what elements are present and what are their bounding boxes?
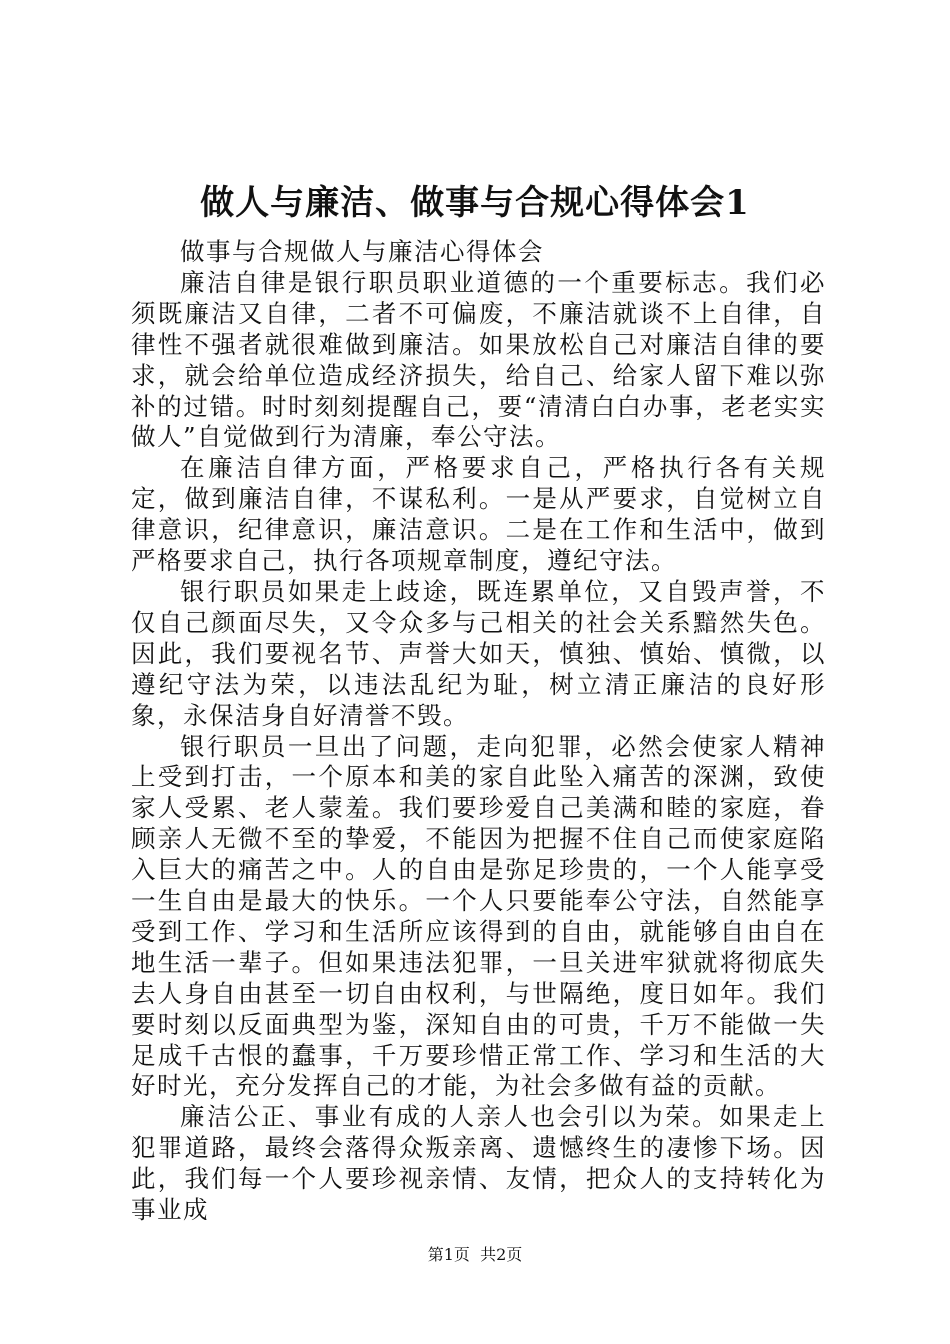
body-paragraph: 廉洁公正、事业有成的人亲人也会引以为荣。如果走上犯罪道路，最终会落得众叛亲离、遗憾终生的凄惨下场。因此，我们每一个人要珍视亲情、友情，把众人的支持转化为事业成 [131, 1102, 826, 1225]
body-paragraph: 廉洁自律是银行职员职业道德的一个重要标志。我们必须既廉洁又自律，二者不可偏废，不廉洁就谈不上自律，自律性不强者就很难做到廉洁。如果放松自己对廉洁自律的要求，就会给单位造成经济损失，给自己、给家人留下难以弥补的过错。时时刻刻提醒自己，要“清清白白办事，老老实实做人”自觉做到行为清廉，奉公守法。 [131, 267, 826, 452]
page-total: 共2页 [480, 1245, 523, 1264]
body-paragraph: 银行职员一旦出了问题，走向犯罪，必然会使家人精神上受到打击，一个原本和美的家自此坠入痛苦的深渊，致使家人受累、老人蒙羞。我们要珍爱自己美满和睦的家庭，眷顾亲人无微不至的挚爱，不能因为把握不住自己而使家庭陷入巨大的痛苦之中。人的自由是弥足珍贵的，一个人能享受一生自由是最大的快乐。一个人只要能奉公守法，自然能享受到工作、学习和生活所应该得到的自由，就能够自由自在地生活一辈子。但如果违法犯罪，一旦关进牢狱就将彻底失去人身自由甚至一切自由权利，与世隔绝，度日如年。我们要时刻以反面典型为鉴，深知自由的可贵，千万不能做一失足成千古恨的蠢事，千万要珍惜正常工作、学习和生活的大好时光，充分发挥自己的才能，为社会多做有益的贡献。 [131, 731, 826, 1101]
subtitle-paragraph: 做事与合规做人与廉洁心得体会 [180, 237, 544, 266]
page-footer [0, 1245, 950, 1265]
document-title: 做人与廉洁、做事与合规心得体会1 [200, 183, 750, 223]
page-number: 第1页 [427, 1245, 470, 1264]
body-paragraph: 在廉洁自律方面，严格要求自己，严格执行各有关规定，做到廉洁自律，不谋私利。一是从严要求，自觉树立自律意识，纪律意识，廉洁意识。二是在工作和生活中，做到严格要求自己，执行各项规章制度，遵纪守法。 [131, 453, 826, 576]
document-body [131, 237, 826, 1226]
body-paragraph: 银行职员如果走上歧途，既连累单位，又自毁声誉，不仅自己颜面尽失，又令众多与己相关的社会关系黯然失色。因此，我们要视名节、声誉大如天，慎独、慎始、慎微，以遵纪守法为荣，以违法乱纪为耻，树立清正廉洁的良好形象，永保洁身自好清誉不毁。 [131, 576, 826, 730]
